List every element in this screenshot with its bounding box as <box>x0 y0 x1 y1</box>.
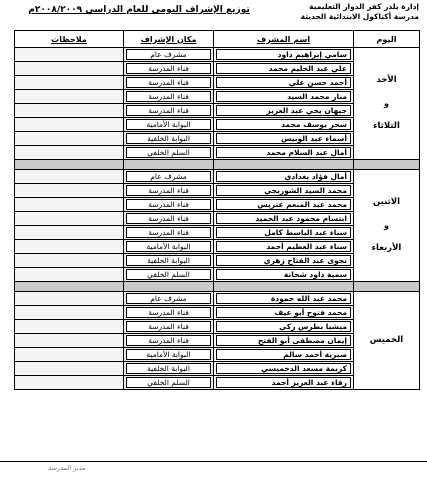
supervision-place-cell <box>124 362 214 376</box>
supervisor-name: منار محمد السيد <box>216 91 351 102</box>
supervisor-name-cell <box>214 376 354 390</box>
supervisor-name-cell <box>214 62 354 76</box>
day-cell <box>354 48 420 160</box>
supervision-place-cell <box>124 170 214 184</box>
notes-cell <box>15 76 124 90</box>
supervision-place-cell <box>124 212 214 226</box>
supervisor-name-cell <box>214 268 354 282</box>
supervisor-name-cell <box>214 254 354 268</box>
supervision-place-cell <box>124 198 214 212</box>
supervisor-name: كريمة مسعد الدخميسي <box>216 363 351 374</box>
supervisor-name: أمال عبد السلام محمد <box>216 147 351 158</box>
supervisor-name-cell <box>214 170 354 184</box>
table-body <box>15 48 420 390</box>
notes-cell <box>15 212 124 226</box>
school-line-2: مدرسة أكتاكول الابتدائية الحديثة <box>300 11 419 21</box>
supervisor-name-cell <box>214 132 354 146</box>
supervision-place-cell <box>124 62 214 76</box>
notes-cell <box>15 48 124 62</box>
supervision-place: فناء المدرسة <box>126 77 211 88</box>
table-row <box>15 292 420 306</box>
separator-cell <box>124 160 214 170</box>
column-header-place: مكان الإشراف <box>124 31 214 48</box>
day-label: الخميس <box>369 335 404 345</box>
table-row <box>15 170 420 184</box>
supervision-place-cell <box>124 146 214 160</box>
supervision-place-cell <box>124 320 214 334</box>
supervision-place: مشرف عام <box>126 293 211 304</box>
supervisor-name: محمد عبد المنعم عتريس <box>216 199 351 210</box>
supervision-place: فناء المدرسة <box>126 185 211 196</box>
supervision-place-cell <box>124 376 214 390</box>
notes-cell <box>15 132 124 146</box>
supervisor-name-cell <box>214 104 354 118</box>
supervision-place-cell <box>124 118 214 132</box>
supervisor-name: أسماء عبد الونيس <box>216 133 351 144</box>
supervision-place-cell <box>124 268 214 282</box>
day-label: الأحد <box>376 75 397 85</box>
notes-cell <box>15 226 124 240</box>
supervision-place: فناء المدرسة <box>126 105 211 116</box>
supervisor-name-cell <box>214 334 354 348</box>
separator-cell <box>354 160 420 170</box>
supervisor-name: سامي إبراهيم داود <box>216 49 351 60</box>
footer-divider <box>0 461 427 462</box>
supervision-place: فناء المدرسة <box>126 227 211 238</box>
separator-cell <box>15 282 124 292</box>
notes-cell <box>15 320 124 334</box>
day-cell <box>354 170 420 282</box>
day-label-2: الثلاثاء <box>373 121 400 131</box>
document-title: توزيع الإشراف اليومي للعام الدراسي ٢٠٠٨/٢٠٠٩م <box>28 5 250 15</box>
supervision-place: البوابة الأمامية <box>126 349 211 360</box>
supervision-place: البوابة الخلفية <box>126 133 211 144</box>
footer-text: مدير المدرسة <box>48 464 86 472</box>
supervision-place: السلم الخلفي <box>126 269 211 280</box>
supervision-place: السلم الخلفي <box>126 377 211 388</box>
supervision-place: البوابة الخلفية <box>126 363 211 374</box>
supervision-place: فناء المدرسة <box>126 307 211 318</box>
supervisor-name: سمية داود شحاتة <box>216 269 351 280</box>
supervision-place-cell <box>124 348 214 362</box>
supervision-place: فناء المدرسة <box>126 199 211 210</box>
separator-cell <box>214 282 354 292</box>
supervision-place-cell <box>124 254 214 268</box>
supervisor-name-cell <box>214 90 354 104</box>
notes-cell <box>15 104 124 118</box>
day-label: الاثنين <box>372 197 401 207</box>
supervisor-name-cell <box>214 362 354 376</box>
supervisor-name: أمال فؤاد بغدادي <box>216 171 351 182</box>
supervision-place: فناء المدرسة <box>126 213 211 224</box>
supervisor-name-cell <box>214 212 354 226</box>
notes-cell <box>15 268 124 282</box>
supervisor-name-cell <box>214 348 354 362</box>
notes-cell <box>15 146 124 160</box>
supervision-place-cell <box>124 48 214 62</box>
supervision-place-cell <box>124 306 214 320</box>
supervisor-name-cell <box>214 198 354 212</box>
supervisor-name: نجوى عبد الفتاح زهري <box>216 255 351 266</box>
supervisor-name: إيمان مصطفى أبو الفتح <box>216 335 351 346</box>
supervisor-name-cell <box>214 306 354 320</box>
supervisor-name: أحمد حسن علي <box>216 77 351 88</box>
supervisor-name-cell <box>214 320 354 334</box>
supervision-place: فناء المدرسة <box>126 321 211 332</box>
supervisor-name: محمد عبد الله حمودة <box>216 293 351 304</box>
notes-cell <box>15 362 124 376</box>
supervisor-name-cell <box>214 184 354 198</box>
notes-cell <box>15 306 124 320</box>
supervisor-name: سناء عبد الباسط كامل <box>216 227 351 238</box>
supervision-place-cell <box>124 226 214 240</box>
supervision-place-cell <box>124 184 214 198</box>
supervision-place-cell <box>124 104 214 118</box>
separator-cell <box>354 282 420 292</box>
supervision-place: البوابة الأمامية <box>126 119 211 130</box>
supervision-place-cell <box>124 132 214 146</box>
supervisor-name-cell <box>214 118 354 132</box>
group-separator-row <box>15 160 420 170</box>
column-header-name: اسم المشرف <box>214 31 354 48</box>
day-conjunction: و <box>384 99 389 108</box>
supervisor-name: جيهان يحي عبد العزيز <box>216 105 351 116</box>
notes-cell <box>15 62 124 76</box>
supervision-place: البوابة الخلفية <box>126 255 211 266</box>
supervision-place-cell <box>124 334 214 348</box>
separator-cell <box>15 160 124 170</box>
notes-cell <box>15 198 124 212</box>
notes-cell <box>15 254 124 268</box>
supervision-place: مشرف عام <box>126 49 211 60</box>
separator-cell <box>214 160 354 170</box>
supervision-place: السلم الخلفي <box>126 147 211 158</box>
notes-cell <box>15 170 124 184</box>
notes-cell <box>15 376 124 390</box>
school-info <box>301 2 419 21</box>
table-header-row <box>15 31 420 48</box>
day-conjunction: و <box>384 221 389 230</box>
supervision-place-cell <box>124 76 214 90</box>
notes-cell <box>15 240 124 254</box>
notes-cell <box>15 292 124 306</box>
supervisor-name-cell <box>214 226 354 240</box>
supervisor-name-cell <box>214 240 354 254</box>
supervisor-name-cell <box>214 146 354 160</box>
supervisor-name: سحر يوسف محمد <box>216 119 351 130</box>
supervision-place: مشرف عام <box>126 171 211 182</box>
supervisor-name: محمد فتوح أبو عيف <box>216 307 351 318</box>
day-label-2: الأربعاء <box>371 243 402 253</box>
notes-cell <box>15 90 124 104</box>
supervisor-name-cell <box>214 76 354 90</box>
notes-cell <box>15 348 124 362</box>
supervision-place: فناء المدرسة <box>126 91 211 102</box>
supervisor-name: ميشيا بطرس زكي <box>216 321 351 332</box>
day-cell <box>354 292 420 390</box>
supervision-place-cell <box>124 240 214 254</box>
supervision-place: البوابة الأمامية <box>126 241 211 252</box>
notes-cell <box>15 334 124 348</box>
supervisor-name: صبرية أحمد سالم <box>216 349 351 360</box>
supervisor-name: رقاء عبد العزيز أحمد <box>216 377 351 388</box>
supervision-place-cell <box>124 292 214 306</box>
document-header <box>14 2 419 28</box>
supervision-place-cell <box>124 90 214 104</box>
supervision-place: فناء المدرسة <box>126 335 211 346</box>
notes-cell <box>15 184 124 198</box>
supervisor-name: علي عبد الحليم محمد <box>216 63 351 74</box>
supervisor-name-cell <box>214 292 354 306</box>
group-separator-row <box>15 282 420 292</box>
supervisor-name: ابتسام محمود عبد الحميد <box>216 213 351 224</box>
supervision-table <box>14 30 420 390</box>
supervision-place: فناء المدرسة <box>126 63 211 74</box>
supervisor-name: سناء عبد العظيم أحمد <box>216 241 351 252</box>
column-header-notes: ملاحظات <box>15 31 124 48</box>
table-row <box>15 48 420 62</box>
school-line-1: إدارة بلدر كفر الدوار التعليمية <box>309 2 419 11</box>
separator-cell <box>124 282 214 292</box>
column-header-day: اليوم <box>354 31 420 48</box>
notes-cell <box>15 118 124 132</box>
supervisor-name: محمد السيد الشوربجي <box>216 185 351 196</box>
supervisor-name-cell <box>214 48 354 62</box>
